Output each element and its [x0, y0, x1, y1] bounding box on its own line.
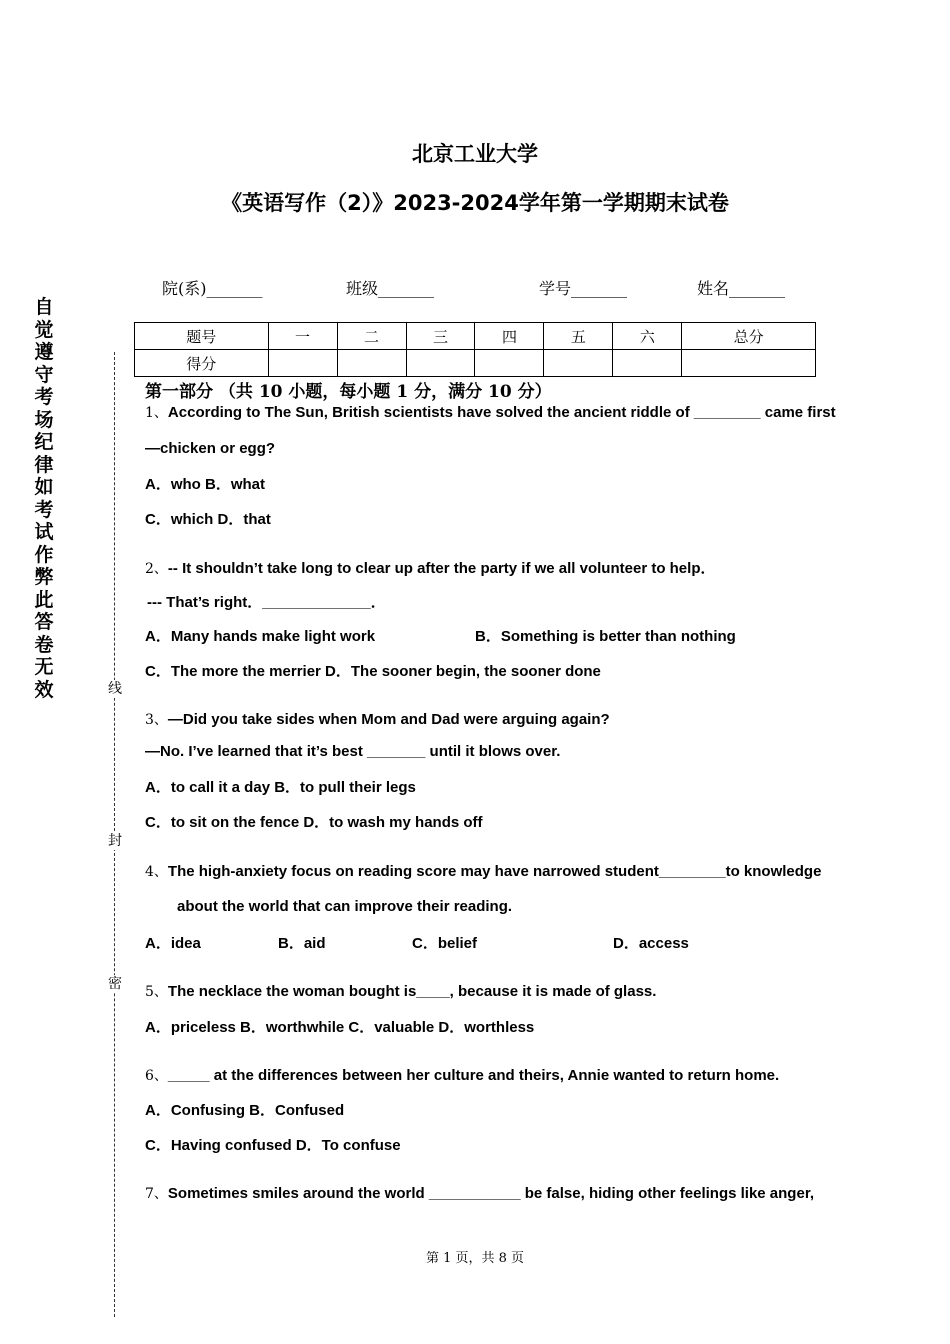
question-1-options-ab[interactable]: A．who B．what: [145, 476, 265, 493]
question-6-options-cd[interactable]: C．Having confused D．To confuse: [145, 1137, 401, 1154]
question-number: 2、: [145, 561, 168, 577]
header-cell: 四: [475, 323, 544, 350]
header-cell: 三: [406, 323, 475, 350]
question-3-stem: [145, 709, 610, 729]
header-cell: 一: [268, 323, 337, 350]
header-cell: 总分: [682, 323, 816, 350]
class-field[interactable]: 班级_______: [346, 279, 435, 298]
score-row-label: 得分: [135, 350, 269, 377]
binding-mark-sealed: 密: [108, 976, 122, 992]
question-number: 6、: [145, 1068, 168, 1084]
question-1-stem: [145, 402, 836, 422]
question-text: According to The Sun, British scientists have solved the ancient riddle of ________ came first: [167, 404, 836, 421]
score-cell[interactable]: [268, 350, 337, 377]
question-2-stem: [145, 557, 715, 578]
question-number: 5、: [145, 984, 168, 1000]
header-cell: 题号: [135, 323, 269, 350]
question-3-options-ab[interactable]: A．to call it a day B．to pull their legs: [145, 779, 416, 796]
score-cell[interactable]: [613, 350, 682, 377]
score-table: [134, 322, 816, 377]
question-2-options-cd[interactable]: C．The more the merrier D．The sooner begin, the sooner done: [145, 663, 601, 680]
score-cell[interactable]: [475, 350, 544, 377]
exam-title: 《英语写作（2）》2023-2024学年第一学期期末试卷: [221, 191, 729, 215]
score-cell[interactable]: [337, 350, 406, 377]
question-2-option-b[interactable]: B．Something is better than nothing: [475, 628, 736, 645]
question-4-stem: [145, 861, 821, 881]
question-text: Sometimes smiles around the world ___________ be false, hiding other feelings like anger,: [167, 1185, 814, 1202]
question-number: 7、: [145, 1186, 168, 1202]
question-number: 1、: [145, 405, 168, 421]
question-3-line-2: —No. I’ve learned that it’s best _______ until it blows over.: [145, 743, 561, 760]
question-4-option-c[interactable]: C．belief: [412, 935, 478, 952]
page-footer: 第 1 页，共 8 页: [425, 1251, 525, 1266]
student-id-field[interactable]: 学号_______: [539, 279, 628, 298]
header-cell: 二: [337, 323, 406, 350]
question-text: The high-anxiety focus on reading score may have narrowed student________to knowledge: [167, 863, 822, 880]
question-text: —Did you take sides when Mom and Dad were arguing again?: [167, 711, 610, 728]
question-1-line-2: —chicken or egg?: [145, 440, 276, 457]
name-field[interactable]: 姓名_______: [697, 279, 786, 298]
score-cell[interactable]: [682, 350, 816, 377]
question-2-option-a[interactable]: A．Many hands make light work: [145, 628, 376, 645]
question-5-stem: [145, 981, 656, 1001]
question-text: The necklace the woman bought is____, because it is made of glass.: [167, 983, 657, 1000]
header-cell: 五: [544, 323, 613, 350]
question-6-stem: [145, 1065, 779, 1085]
question-3-options-cd[interactable]: C．to sit on the fence D．to wash my hands off: [145, 814, 483, 831]
question-text: -- It shouldn’t take long to clear up after the party if we all volunteer to help．: [167, 560, 716, 577]
score-cell[interactable]: [406, 350, 475, 377]
question-number: 4、: [145, 864, 168, 880]
side-notice: 自觉遵守考场纪律如考试作弊此答卷无效: [34, 296, 54, 701]
header-cell: 六: [613, 323, 682, 350]
question-number: 3、: [145, 712, 168, 728]
section-title: 第一部分 （共 10 小题，每小题 1 分，满分 10 分）: [145, 382, 552, 402]
question-2-line-2: --- That’s right．_____________．: [147, 594, 386, 611]
question-7-stem: [145, 1183, 814, 1203]
binding-mark-seal: 封: [108, 833, 122, 849]
question-text: _____ at the differences between her culture and theirs, Annie wanted to return home.: [167, 1067, 780, 1084]
question-4-option-a[interactable]: A．idea: [145, 935, 201, 952]
question-1-options-cd[interactable]: C．which D．that: [145, 511, 271, 528]
university-title: 北京工业大学: [412, 142, 538, 166]
score-table-score-row: [135, 350, 816, 377]
question-5-options[interactable]: A．priceless B．worthwhile C．valuable D．worthless: [145, 1019, 535, 1036]
question-4-option-d[interactable]: D．access: [613, 935, 689, 952]
question-4-line-2: about the world that can improve their reading.: [177, 898, 513, 915]
question-6-options-ab[interactable]: A．Confusing B．Confused: [145, 1102, 345, 1119]
score-table-header-row: [135, 323, 816, 350]
score-cell[interactable]: [544, 350, 613, 377]
department-field[interactable]: 院(系)_______: [162, 279, 263, 298]
question-4-option-b[interactable]: B．aid: [278, 935, 326, 952]
binding-mark-line: 线: [108, 681, 122, 697]
